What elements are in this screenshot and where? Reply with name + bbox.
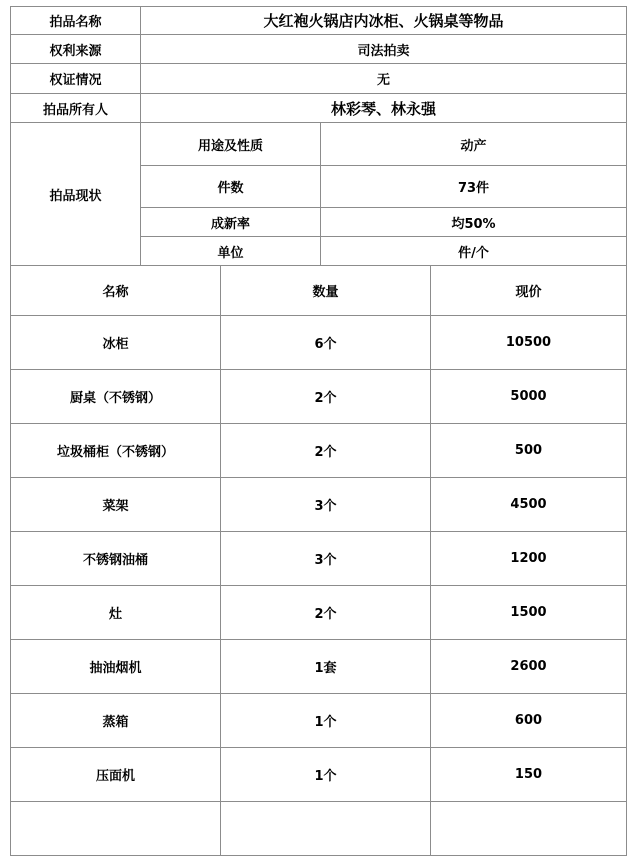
lot-name-row — [11, 7, 627, 35]
table-row-partial — [11, 802, 627, 856]
item-name: 垃圾桶柜（不锈钢） — [11, 424, 221, 478]
table-row — [11, 748, 627, 802]
condition-value: 均50% — [321, 208, 627, 237]
rights-source-value: 司法拍卖 — [141, 35, 627, 64]
unit-label: 单位 — [141, 237, 321, 266]
item-quantity: 6个 — [221, 316, 431, 370]
table-row — [11, 370, 627, 424]
table-row — [11, 424, 627, 478]
item-quantity: 3个 — [221, 532, 431, 586]
item-quantity: 2个 — [221, 370, 431, 424]
item-name: 抽油烟机 — [11, 640, 221, 694]
column-header-quantity: 数量 — [221, 266, 431, 316]
rights-source-label: 权利来源 — [11, 35, 141, 64]
item-quantity: 3个 — [221, 478, 431, 532]
owner-row — [11, 94, 627, 123]
lot-name-value: 大红袍火锅店内冰柜、火锅桌等物品 — [141, 7, 627, 35]
rights-source-row — [11, 35, 627, 64]
table-row — [11, 478, 627, 532]
usage-value: 动产 — [321, 123, 627, 166]
owner-label: 拍品所有人 — [11, 94, 141, 123]
count-label: 件数 — [141, 166, 321, 208]
usage-label: 用途及性质 — [141, 123, 321, 166]
unit-value: 件/个 — [321, 237, 627, 266]
item-name: 蒸箱 — [11, 694, 221, 748]
certificate-value: 无 — [141, 64, 627, 94]
column-header-price: 现价 — [431, 266, 627, 316]
table-row — [11, 694, 627, 748]
item-price: 150 — [431, 748, 627, 802]
item-name: 不锈钢油桶 — [11, 532, 221, 586]
item-price: 600 — [431, 694, 627, 748]
column-header-name: 名称 — [11, 266, 221, 316]
item-price: 1200 — [431, 532, 627, 586]
items-header-row — [11, 266, 627, 316]
item-name: 厨桌（不锈钢） — [11, 370, 221, 424]
item-quantity: 2个 — [221, 586, 431, 640]
owner-value: 林彩琴、林永强 — [141, 94, 627, 123]
item-name: 灶 — [11, 586, 221, 640]
item-name: 菜架 — [11, 478, 221, 532]
lot-info-table — [10, 6, 627, 266]
certificate-label: 权证情况 — [11, 64, 141, 94]
item-price: 10500 — [431, 316, 627, 370]
lot-name-label: 拍品名称 — [11, 7, 141, 35]
item-price: 2600 — [431, 640, 627, 694]
item-name: 压面机 — [11, 748, 221, 802]
item-quantity: 2个 — [221, 424, 431, 478]
item-quantity: 1套 — [221, 640, 431, 694]
usage-row — [11, 123, 627, 166]
item-price: 1500 — [431, 586, 627, 640]
table-row — [11, 586, 627, 640]
item-quantity: 1个 — [221, 694, 431, 748]
item-price: 4500 — [431, 478, 627, 532]
status-label: 拍品现状 — [11, 123, 141, 266]
item-price: 5000 — [431, 370, 627, 424]
certificate-row — [11, 64, 627, 94]
table-row — [11, 640, 627, 694]
condition-label: 成新率 — [141, 208, 321, 237]
items-table — [10, 265, 627, 856]
item-price: 500 — [431, 424, 627, 478]
auction-document — [10, 6, 626, 856]
item-quantity: 1个 — [221, 748, 431, 802]
count-value: 73件 — [321, 166, 627, 208]
table-row — [11, 532, 627, 586]
item-name: 冰柜 — [11, 316, 221, 370]
table-row — [11, 316, 627, 370]
